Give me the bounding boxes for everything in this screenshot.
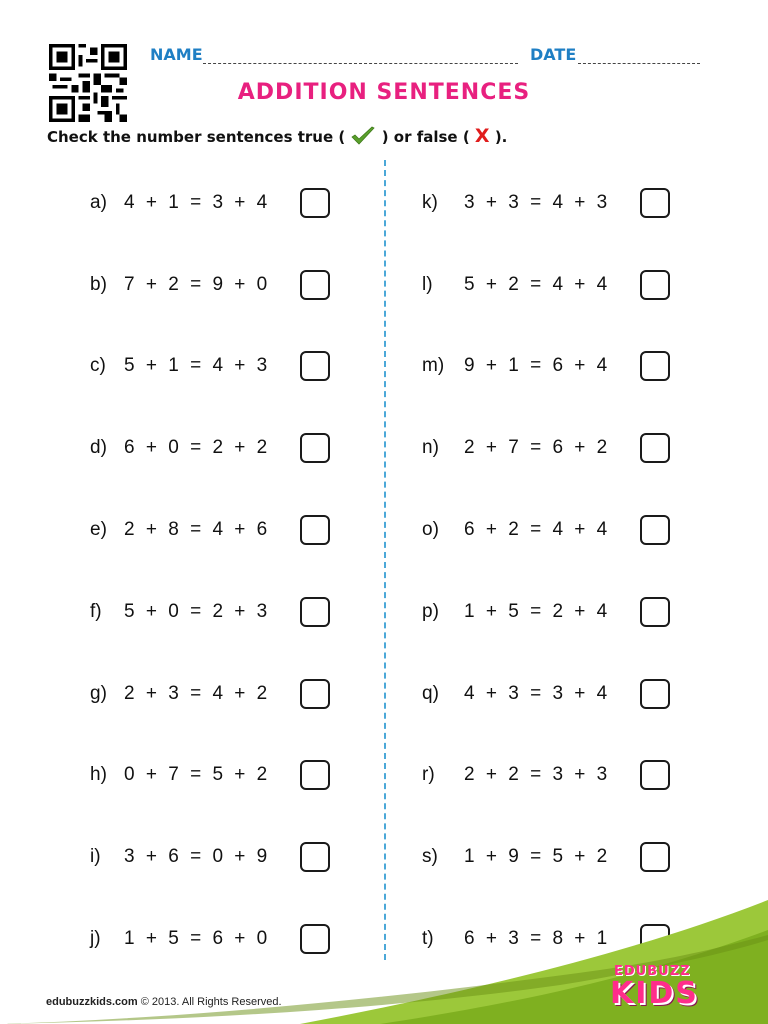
instructions-part2: ) or false ( (381, 128, 470, 146)
problem-expression: 9 + 1 = 6 + 4 (464, 355, 608, 377)
logo-line1: EDUBUZZ (614, 964, 691, 979)
problem-expression: 6 + 0 = 2 + 2 (124, 437, 268, 459)
problem-expression: 1 + 5 = 2 + 4 (464, 600, 608, 622)
instructions-part1: Check the number sentences true ( (47, 128, 346, 146)
name-field-line[interactable] (203, 63, 518, 64)
problem-label: l) (422, 273, 433, 295)
answer-box[interactable] (640, 597, 670, 627)
cross-mark-icon: X (474, 125, 490, 147)
problem-row (422, 326, 670, 408)
check-mark-icon (350, 126, 376, 146)
problem-row (422, 162, 670, 244)
problem-label: j) (90, 928, 101, 950)
problem-expression: 2 + 3 = 4 + 2 (124, 682, 268, 704)
problem-label: e) (90, 519, 107, 541)
problem-label: r) (422, 764, 435, 786)
answer-box[interactable] (640, 188, 670, 218)
problem-label: g) (90, 682, 107, 704)
problem-expression: 2 + 8 = 4 + 6 (124, 519, 268, 541)
problem-label: s) (422, 846, 438, 868)
problem-expression: 3 + 3 = 4 + 3 (464, 191, 608, 213)
problem-label: n) (422, 437, 439, 459)
footer-site: edubuzzkids.com (46, 996, 138, 1008)
problem-row (90, 735, 330, 817)
name-label: NAME (150, 45, 203, 64)
answer-box[interactable] (300, 760, 330, 790)
edubuzz-kids-logo (610, 964, 730, 1012)
problems-left-column (90, 162, 330, 980)
problem-expression: 1 + 5 = 6 + 0 (124, 928, 268, 950)
worksheet-title: ADDITION SENTENCES (237, 80, 531, 105)
problem-label: c) (90, 355, 106, 377)
problem-row (422, 653, 670, 735)
problem-row (90, 571, 330, 653)
problem-row (90, 653, 330, 735)
answer-box[interactable] (300, 433, 330, 463)
problem-label: t) (422, 928, 434, 950)
problem-expression: 4 + 1 = 3 + 4 (124, 191, 268, 213)
problem-row (90, 244, 330, 326)
problem-row (90, 162, 330, 244)
problem-expression: 3 + 6 = 0 + 9 (124, 846, 268, 868)
problem-expression: 6 + 3 = 8 + 1 (464, 928, 608, 950)
problem-expression: 7 + 2 = 9 + 0 (124, 273, 268, 295)
problem-row (422, 489, 670, 571)
problem-label: h) (90, 764, 107, 786)
problem-expression: 2 + 2 = 3 + 3 (464, 764, 608, 786)
problem-row (90, 326, 330, 408)
problem-row (90, 407, 330, 489)
problem-expression: 5 + 1 = 4 + 3 (124, 355, 268, 377)
problem-row (422, 407, 670, 489)
problem-expression: 0 + 7 = 5 + 2 (124, 764, 268, 786)
answer-box[interactable] (640, 270, 670, 300)
footer-copyright: © 2013. All Rights Reserved. (137, 996, 282, 1008)
problem-label: p) (422, 600, 439, 622)
answer-box[interactable] (640, 760, 670, 790)
date-field-line[interactable] (578, 63, 700, 64)
problem-expression: 5 + 2 = 4 + 4 (464, 273, 608, 295)
problem-label: o) (422, 519, 439, 541)
date-label: DATE (530, 45, 577, 64)
answer-box[interactable] (300, 597, 330, 627)
column-divider (384, 160, 386, 960)
problem-label: d) (90, 437, 107, 459)
problem-expression: 6 + 2 = 4 + 4 (464, 519, 608, 541)
problem-expression: 4 + 3 = 3 + 4 (464, 682, 608, 704)
answer-box[interactable] (300, 188, 330, 218)
problem-label: m) (422, 355, 445, 377)
answer-box[interactable] (640, 679, 670, 709)
problems-right-column (422, 162, 670, 980)
answer-box[interactable] (300, 351, 330, 381)
problem-label: k) (422, 191, 438, 213)
problem-row (90, 489, 330, 571)
problem-row (422, 735, 670, 817)
logo-line2: KIDS (610, 976, 699, 1011)
answer-box[interactable] (300, 515, 330, 545)
problem-row (90, 816, 330, 898)
problem-row (422, 571, 670, 653)
answer-box[interactable] (640, 433, 670, 463)
answer-box[interactable] (640, 351, 670, 381)
problem-label: i) (90, 846, 101, 868)
footer (46, 996, 282, 1008)
answer-box[interactable] (300, 842, 330, 872)
problem-expression: 1 + 9 = 5 + 2 (464, 846, 608, 868)
problem-row (422, 816, 670, 898)
answer-box[interactable] (300, 270, 330, 300)
problem-label: a) (90, 191, 107, 213)
answer-box[interactable] (300, 679, 330, 709)
answer-box[interactable] (640, 515, 670, 545)
problem-row (422, 244, 670, 326)
instructions (47, 125, 507, 147)
instructions-part3: ). (494, 128, 508, 146)
answer-box[interactable] (640, 842, 670, 872)
problem-label: b) (90, 273, 107, 295)
problem-label: f) (90, 600, 102, 622)
problem-label: q) (422, 682, 439, 704)
problem-expression: 5 + 0 = 2 + 3 (124, 600, 268, 622)
problem-expression: 2 + 7 = 6 + 2 (464, 437, 608, 459)
